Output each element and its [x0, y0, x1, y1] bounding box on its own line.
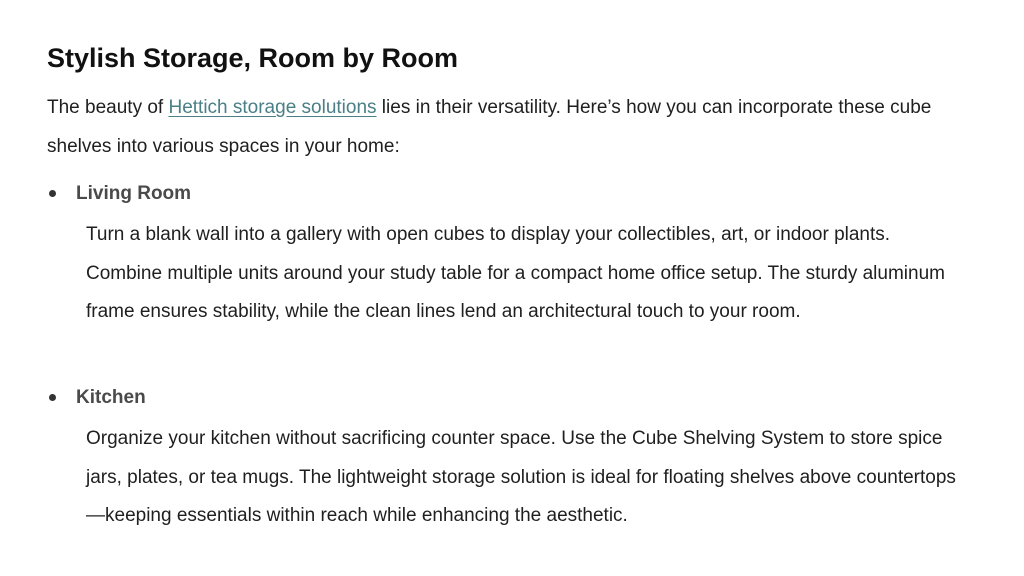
- bullet-icon: [49, 190, 56, 197]
- section-heading-kitchen: Kitchen: [76, 387, 146, 408]
- section-body-living-room: Turn a blank wall into a gallery with open cubes to display your collectibles, art, or indoor plants. Combine multiple units around your study table for a compact home office setup. The sturdy aluminum frame ensures stability, while the clean lines lend an architectural touch to your room.: [86, 224, 945, 322]
- bullet-icon: [49, 394, 56, 401]
- page-title: Stylish Storage, Room by Room: [47, 43, 459, 73]
- intro-paragraph: [47, 88, 957, 166]
- section-heading-living-room: Living Room: [76, 183, 192, 204]
- article: [47, 0, 967, 576]
- section-body-kitchen: Organize your kitchen without sacrificing counter space. Use the Cube Shelving System to store spice jars, plates, or tea mugs. The lightweight storage solution is ideal for floating shelves above countertops—keeping essentials within reach while enhancing the aesthetic.: [86, 428, 956, 526]
- intro-text-start: The beauty of: [47, 97, 169, 118]
- intro-text-end: lies in their versatility. Here’s how you can incorporate these cube shelves into various spaces in your home:: [47, 97, 932, 157]
- hettich-storage-link[interactable]: Hettich storage solutions: [168, 97, 377, 118]
